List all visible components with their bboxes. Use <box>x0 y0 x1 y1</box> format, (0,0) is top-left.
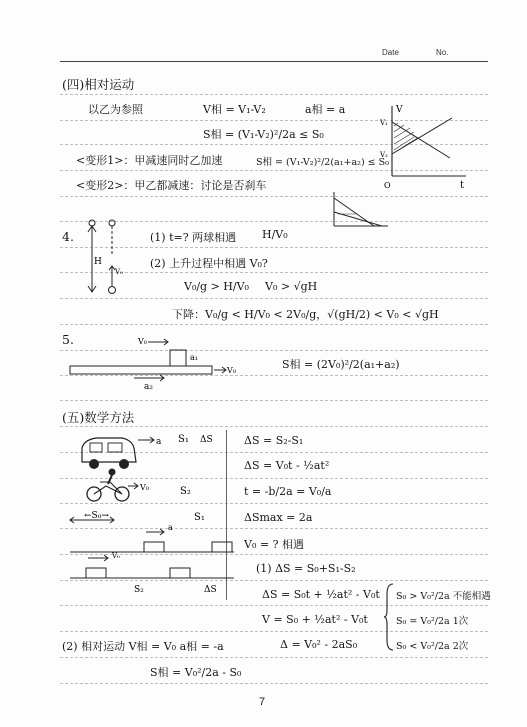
eq-case-1-gap: (1) ΔS = S₀+S₁-S₂ <box>256 562 356 575</box>
p4-question-1: (1) t=? 两球相遇 <box>150 231 237 244</box>
case-meet-twice: S₀ < V₀²/2a 2次 <box>396 641 469 652</box>
p4-answer-1: H/V₀ <box>262 228 288 241</box>
graph-v1-label: V₁ <box>380 119 388 127</box>
board-accel-label: a₂ <box>144 382 153 392</box>
graph-v2-label: V₂ <box>380 151 388 159</box>
lower-s2-label: S₂ <box>134 585 144 595</box>
p5-formula: S相 = (2V₀)²/2(a₁+a₂) <box>282 358 400 371</box>
problem-4-diagram <box>84 216 124 300</box>
rider-icon <box>109 469 116 476</box>
upper-ball <box>109 220 115 226</box>
s2-label: S₂ <box>180 486 191 497</box>
bike-velocity-label: V₀ <box>140 483 149 492</box>
velocity-time-graph <box>380 100 470 190</box>
ruled-line <box>60 298 488 299</box>
upper-accel-label: a <box>168 523 173 532</box>
ruled-line <box>60 247 488 248</box>
ruled-line <box>60 683 488 684</box>
relative-distance-eq: S相 = (V₁-V₂)²/2a ≤ S₀ <box>203 128 324 141</box>
cases-brace <box>384 582 394 652</box>
line-v2 <box>392 118 452 154</box>
ruled-line <box>60 221 488 222</box>
braking-graph <box>330 190 390 230</box>
eq-case-1-expand: ΔS = S₀t + ½at² - V₀t <box>262 588 380 601</box>
ruled-line <box>60 657 488 658</box>
ruled-line <box>60 631 488 632</box>
p4-descending-condition: 下降：V₀/g < H/V₀ < 2V₀/g，√(gH/2) < V₀ < √gH <box>172 308 439 321</box>
header-rule <box>60 61 488 62</box>
relative-accel-eq: a相 = a <box>305 103 346 116</box>
ruled-line <box>60 94 488 95</box>
eq-delta-s-expand: ΔS = V₀t - ½at² <box>244 459 330 472</box>
eq-case-1-v: V = S₀ + ½at² - V₀t <box>262 613 368 626</box>
lower-ball <box>109 287 116 294</box>
variant-1-text: <变形1>：甲减速同时乙加速 <box>76 154 223 167</box>
eq-delta-s-max: ΔSmax = 2a <box>244 511 313 524</box>
ruled-line <box>60 272 488 273</box>
reference-frame-text: 以乙为参照 <box>88 103 143 116</box>
block <box>170 350 186 366</box>
discriminant-eq: Δ = V₀² - 2aS₀ <box>280 638 358 651</box>
graph-t-label: t <box>460 180 465 191</box>
ruled-line <box>60 324 488 325</box>
car-accel-label: a <box>156 437 162 447</box>
variant-2-text: <变形2>：甲乙都减速：讨论是否刹车 <box>76 179 267 192</box>
p4-question-2: (2) 上升过程中相遇 V₀? <box>150 257 268 270</box>
s1-label: S₁ <box>178 434 189 445</box>
lower-velocity-label: V₀ <box>112 552 120 560</box>
ruled-line <box>60 196 488 197</box>
eq-delta-s: ΔS = S₂-S₁ <box>244 434 304 447</box>
lower-ds-label: ΔS <box>204 585 217 595</box>
v0-label: V₀ <box>115 268 123 276</box>
graph-v-label: V <box>396 105 403 115</box>
relative-distance-result: S相 = V₀²/2a - S₀ <box>150 666 242 679</box>
p4-condition-1b: V₀ > √gH <box>265 280 318 293</box>
board-velocity-label: V₀ <box>227 366 236 375</box>
delta-s-label: ΔS <box>200 435 213 445</box>
problem-4-number: 4. <box>62 229 74 244</box>
case-meet-once: S₀ = V₀²/2a 1次 <box>396 616 469 627</box>
ruled-line <box>60 605 488 606</box>
block-velocity-label: V₀ <box>138 337 147 346</box>
case-no-meet: S₀ > V₀²/2a 不能相遇 <box>396 591 491 602</box>
eq-t-vertex: t = -b/2a = V₀/a <box>244 485 332 498</box>
graph-origin-label: O <box>384 181 391 190</box>
car-bicycle-diagram <box>76 426 226 504</box>
height-label: H <box>94 257 102 267</box>
problem-5-diagram <box>64 334 244 390</box>
two-car-sketch <box>64 506 244 598</box>
section-title-math-method: (五)数学方法 <box>62 410 135 425</box>
upper-s1-label: S₁ <box>194 512 205 523</box>
eq-v0-meet: V₀ = ? 相遇 <box>244 538 304 551</box>
section-title-relative-motion: (四)相对运动 <box>62 77 135 92</box>
relative-velocity-eq: V相 = V₁-V₂ <box>203 103 266 116</box>
ruled-line <box>60 400 488 401</box>
page-number: 7 <box>259 696 266 708</box>
relative-motion-method: (2) 相对运动 V相 = V₀ a相 = -a <box>62 640 224 653</box>
problem-5-number: 5. <box>62 332 74 347</box>
s0-label: ←S₀→ <box>84 511 109 521</box>
date-label: Date <box>382 48 399 57</box>
long-board <box>70 366 212 374</box>
variant-1-formula: S相 = (V₁-V₂)²/2(a₁+a₂) ≤ S₀ <box>256 157 389 168</box>
no-label: No. <box>436 48 449 57</box>
car-wheel-icon <box>89 459 99 469</box>
car-wheel-icon <box>119 459 129 469</box>
block-accel-label: a₁ <box>190 353 198 362</box>
p4-condition-1: V₀/g > H/V₀ <box>184 280 249 293</box>
